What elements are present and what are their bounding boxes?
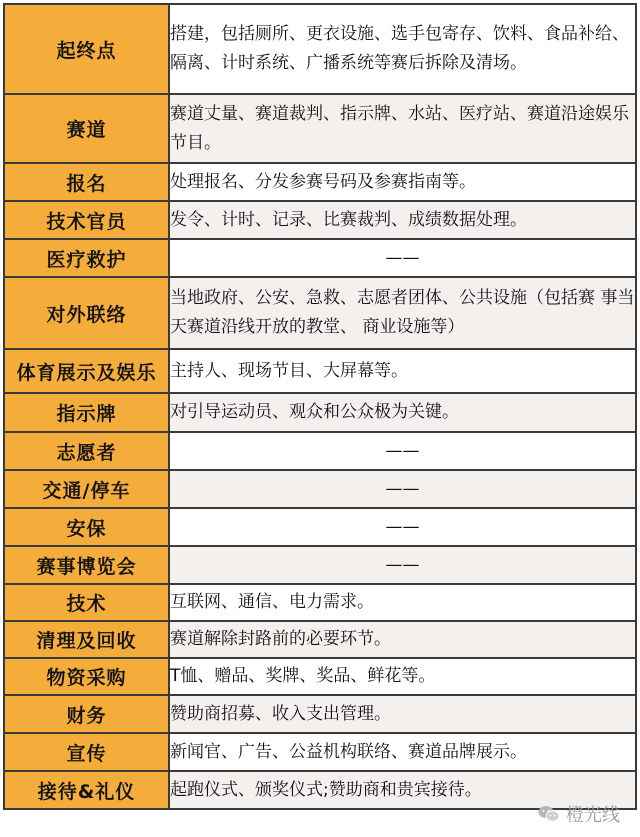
wechat-icon [538, 805, 560, 823]
category-cell: 赛事博览会 [4, 546, 169, 584]
category-cell: 体育展示及娱乐 [4, 349, 169, 393]
table-row [4, 508, 636, 546]
table-row [4, 94, 636, 163]
description-cell: 赛道丈量、赛道裁判、指示牌、水站、医疗站、赛道沿途娱乐节目。 [169, 94, 636, 163]
table-row [4, 733, 636, 771]
description-cell: 主持人、现场节目、大屏幕等。 [169, 349, 636, 393]
category-cell: 指示牌 [4, 393, 169, 432]
table-row [4, 4, 636, 94]
table-row [4, 658, 636, 695]
category-cell: 起终点 [4, 4, 169, 94]
table-row [4, 432, 636, 470]
table-row [4, 201, 636, 239]
description-cell: 赛道解除封路前的必要环节。 [169, 621, 636, 658]
description-cell: —— [169, 470, 636, 508]
description-cell: 处理报名、分发参赛号码及参赛指南等。 [169, 163, 636, 201]
category-cell: 赛道 [4, 94, 169, 163]
description-cell: 发令、计时、记录、比赛裁判、成绩数据处理。 [169, 201, 636, 239]
table-row [4, 163, 636, 201]
watermark-text: 橙光线 [566, 805, 620, 826]
category-cell: 物资采购 [4, 658, 169, 695]
description-cell: 互联网、通信、电力需求。 [169, 584, 636, 621]
watermark [538, 801, 620, 827]
table-row [4, 546, 636, 584]
description-cell: —— [169, 432, 636, 470]
category-cell: 接待&礼仪 [4, 771, 169, 809]
description-cell: T恤、赠品、奖牌、奖品、鲜花等。 [169, 658, 636, 695]
description-cell: —— [169, 239, 636, 277]
category-cell: 财务 [4, 695, 169, 733]
description-cell: 新闻官、广告、公益机构联络、赛道品牌展示。 [169, 733, 636, 771]
category-cell: 对外联络 [4, 277, 169, 349]
table-row [4, 349, 636, 393]
table-row [4, 277, 636, 349]
description-cell: 起跑仪式、颁奖仪式;赞助商和贵宾接待。 [169, 771, 636, 809]
category-cell: 技术 [4, 584, 169, 621]
table-row [4, 393, 636, 432]
description-cell: 当地政府、公安、急救、志愿者团体、公共设施（包括赛 事当天赛道沿线开放的教堂、 商业设施等） [169, 277, 636, 349]
description-cell: 搭建，包括厕所、更衣设施、选手包寄存、饮料、食品补给、隔离、计时系统、广播系统等赛后拆除及清场。 [169, 4, 636, 94]
table-row [4, 470, 636, 508]
table-row [4, 239, 636, 277]
table-row [4, 695, 636, 733]
category-cell: 安保 [4, 508, 169, 546]
table-row [4, 621, 636, 658]
description-cell: 对引导运动员、观众和公众极为关键。 [169, 393, 636, 432]
category-cell: 医疗救护 [4, 239, 169, 277]
description-cell: 赞助商招募、收入支出管理。 [169, 695, 636, 733]
table-row [4, 584, 636, 621]
category-cell: 清理及回收 [4, 621, 169, 658]
category-cell: 宣传 [4, 733, 169, 771]
description-cell: —— [169, 546, 636, 584]
category-cell: 技术官员 [4, 201, 169, 239]
category-cell: 志愿者 [4, 432, 169, 470]
category-cell: 交通/停车 [4, 470, 169, 508]
event-tasks-table [3, 3, 637, 810]
description-cell: —— [169, 508, 636, 546]
category-cell: 报名 [4, 163, 169, 201]
